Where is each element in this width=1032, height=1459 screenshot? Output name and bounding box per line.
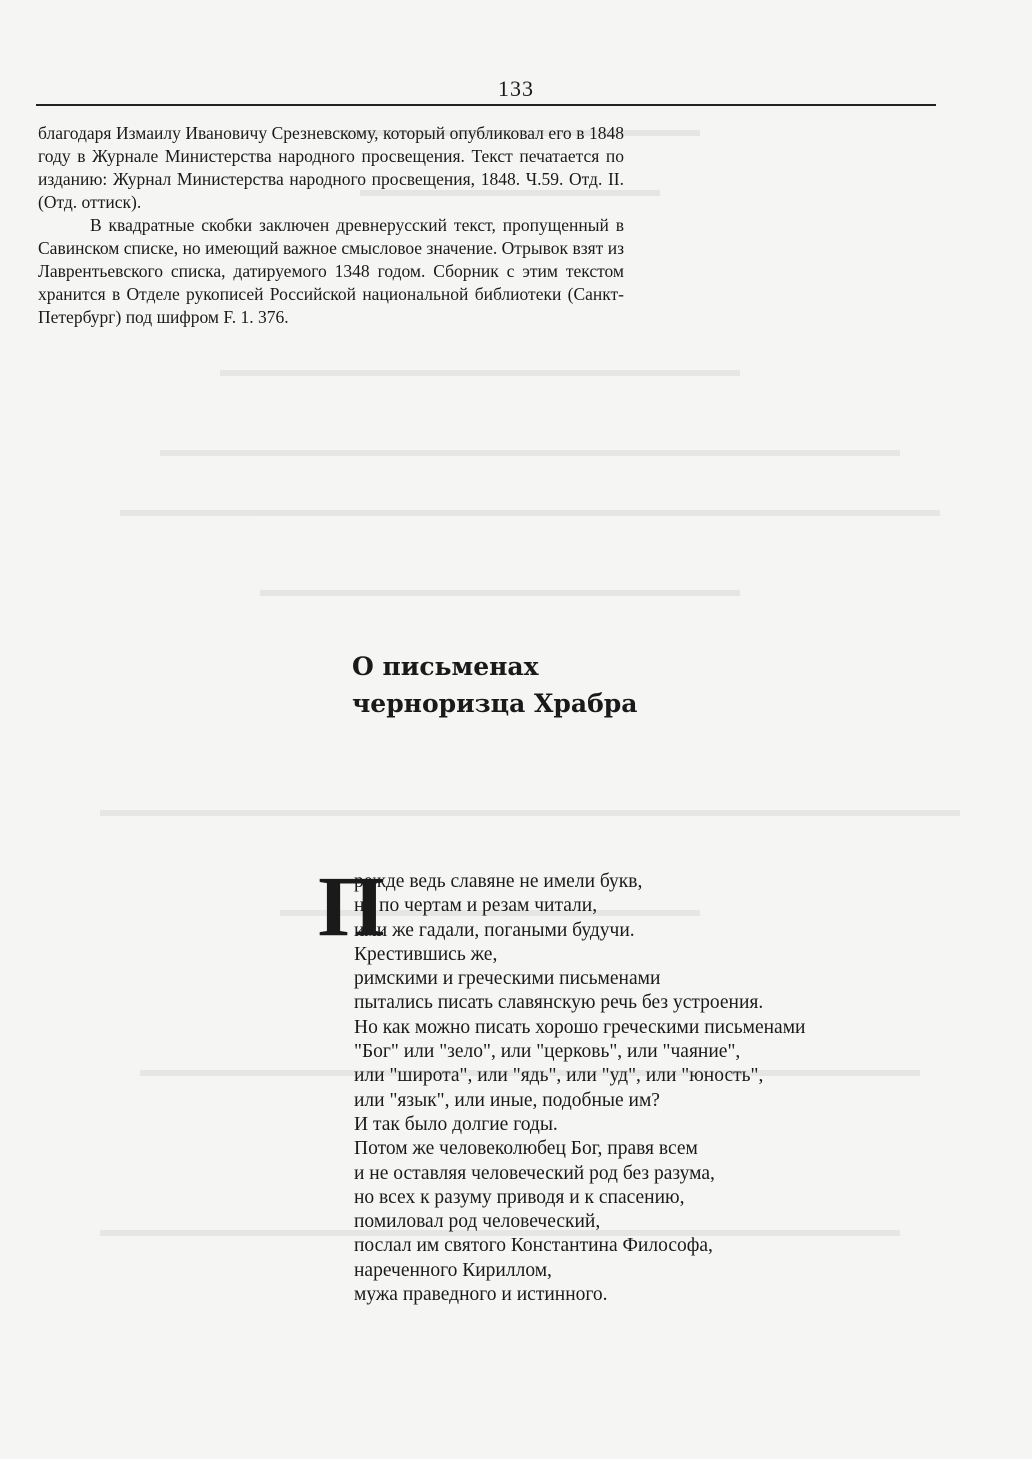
poem-line: нареченного Кириллом, (354, 1259, 552, 1281)
poem-line: пытались писать славянскую речь без устроения. (354, 992, 764, 1014)
poem-line: ими же гадали, погаными будучи. (354, 919, 635, 941)
editorial-notes (38, 122, 624, 329)
poem-line: Крестившись же, (354, 943, 498, 965)
page-number: 133 (498, 76, 534, 101)
poem-line: но всех к разуму приводя и к спасению, (354, 1186, 685, 1208)
title-line: О письменах (352, 652, 539, 681)
poem-line: но по чертам и резам читали, (354, 895, 598, 917)
title-line: черноризца Храбра (352, 689, 638, 718)
poem-line: Потом же человеколюбец Бог, правя всем (354, 1138, 698, 1160)
poem-line: помиловал род человеческий, (354, 1211, 601, 1233)
poem-line: мужа праведного и истинного. (354, 1284, 608, 1306)
poem-line: И так было долгие годы. (354, 1113, 558, 1135)
poem-line: режде ведь славяне не имели букв, (354, 871, 643, 892)
poem-line: или "язык", или иные, подобные им? (354, 1089, 660, 1111)
article-title (352, 648, 752, 722)
notes-paragraph: благодаря Измаилу Ивановичу Срезневскому, который опубликовал его в 1848 году в Журнале Министерства народного просвещения. Текст печатается по изданию: Журнал Министерства народного просвещения, 1848. Ч.59. Отд. II. (Отд. оттиск). (38, 123, 624, 212)
poem-line: послал им святого Константина Философа, (354, 1235, 713, 1257)
poem-text (318, 858, 918, 1307)
poem-line: Но как можно писать хорошо греческими письменами (354, 1016, 806, 1038)
poem-line: или "широта", или "ядь", или "уд", или "юность", (354, 1065, 764, 1087)
poem-line: "Бог" или "зело", или "церковь", или "чаяние", (354, 1041, 741, 1063)
poem-lines (354, 870, 918, 1307)
notes-paragraph: В квадратные скобки заключен древнерусский текст, пропущенный в Савинском списке, но имеющий важное смысловое значение. Отрывок взят из Лаврентьевского списка, датируемого 1348 годом. Сборник с этим текстом хранится в Отделе рукописей Российской национальной библиотеки (Санкт-Петербург) под шифром F. 1. 376. (38, 215, 624, 327)
poem-line: римскими и греческими письменами (354, 968, 661, 990)
poem-line: и не оставляя человеческий род без разума, (354, 1162, 715, 1184)
drop-cap: П (318, 858, 385, 954)
header-rule (36, 104, 936, 106)
